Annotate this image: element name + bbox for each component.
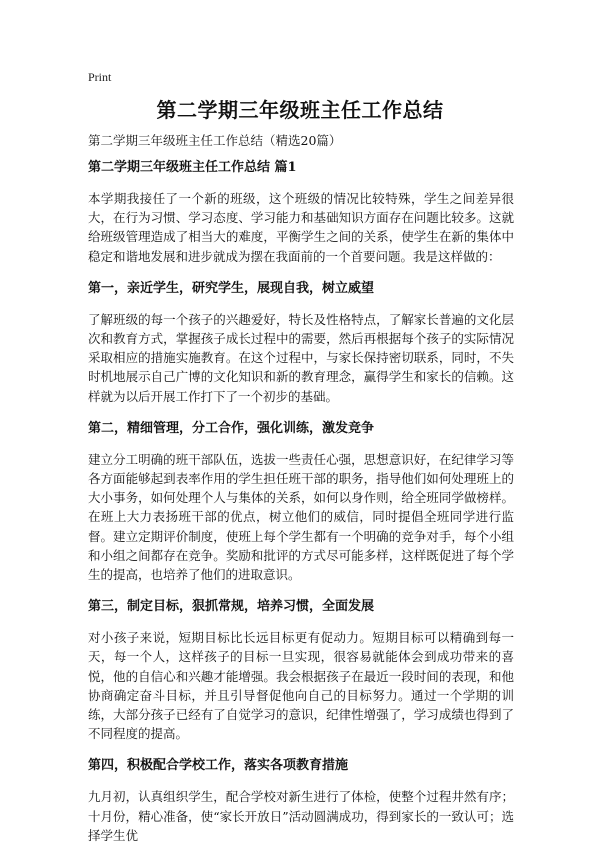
section-body-3: 对小孩子来说，短期目标比长远目标更有促动力。短期目标可以精确到每一天，每一个人，这样孩子的目标一旦实现，很容易就能体会到成功带来的喜悦，他的自信心和兴趣才能增强。我会根据孩子在最近一段时间的表现，和他协商确定奋斗目标，并且引导督促他向自己的目标努力。通过一个学期的训练，大部分孩子已经有了自觉学习的意识，纪律性增强了，学习成绩也得到了不同程度的提高。 [88, 630, 514, 742]
intro-paragraph: 本学期我接任了一个新的班级，这个班级的情况比较特殊，学生之间差异很大，在行为习惯、学习态度、学习能力和基础知识方面存在问题比较多。这就给班级管理造成了相当大的难度，平衡学生之间的关系，使学生在新的集体中稳定和谐地发展和进步就成为摆在我面前的一个首要问题。我是这样做的： [88, 191, 514, 264]
section-body-2: 建立分工明确的班干部队伍，选拔一些责任心强，思想意识好，在纪律学习等各方面能够起到表率作用的学生担任班干部的职务，指导他们如何处理班上的大小事务，如何处理个人与集体的关系，如何以身作则，给全班同学做榜样。在班上大力表扬班干部的优点，树立他们的威信，同时提倡全班同学进行监督。建立定期评价制度，使班上每个学生都有一个明确的竞争对手，每个小组和小组之间都存在竞争。奖励和批评的方式尽可能多样，这样既促进了每个学生的提高，也培养了他们的进取意识。 [88, 451, 514, 583]
section-heading-4: 第四，积极配合学校工作，落实各项教育措施 [88, 758, 349, 774]
section-body-4: 九月初，认真组织学生，配合学校对新生进行了体检，使整个过程井然有序；十月份，精心准备，使“家长开放日”活动圆满成功，得到家长的一致认可；选择学生优 [88, 789, 514, 843]
article-subtitle: 第二学期三年级班主任工作总结（精选20篇） [88, 133, 342, 148]
print-link[interactable]: Print [88, 70, 112, 84]
page-title: 第二学期三年级班主任工作总结 [156, 98, 444, 122]
article-content [88, 132, 514, 859]
section-body-1: 了解班级的每一个孩子的兴趣爱好，特长及性格特点，了解家长普遍的文化层次和教育方式，掌握孩子成长过程中的需要，然后再根据每个孩子的实际情况采取相应的措施实施教育。在这个过程中，与家长保持密切联系，同时，不失时机地展示自己广博的文化知识和新的教育理念，赢得学生和家长的信赖。这样就为以后开展工作打下了一个初步的基础。 [88, 311, 514, 404]
section-heading-3: 第三，制定目标，狠抓常规，培养习惯，全面发展 [88, 599, 375, 615]
section-heading-1: 第一，亲近学生，研究学生，展现自我，树立威望 [88, 280, 375, 296]
section-heading-2: 第二，精细管理，分工合作，强化训练，激发竞争 [88, 420, 375, 436]
article-heading: 第二学期三年级班主任工作总结 篇1 [88, 160, 297, 175]
